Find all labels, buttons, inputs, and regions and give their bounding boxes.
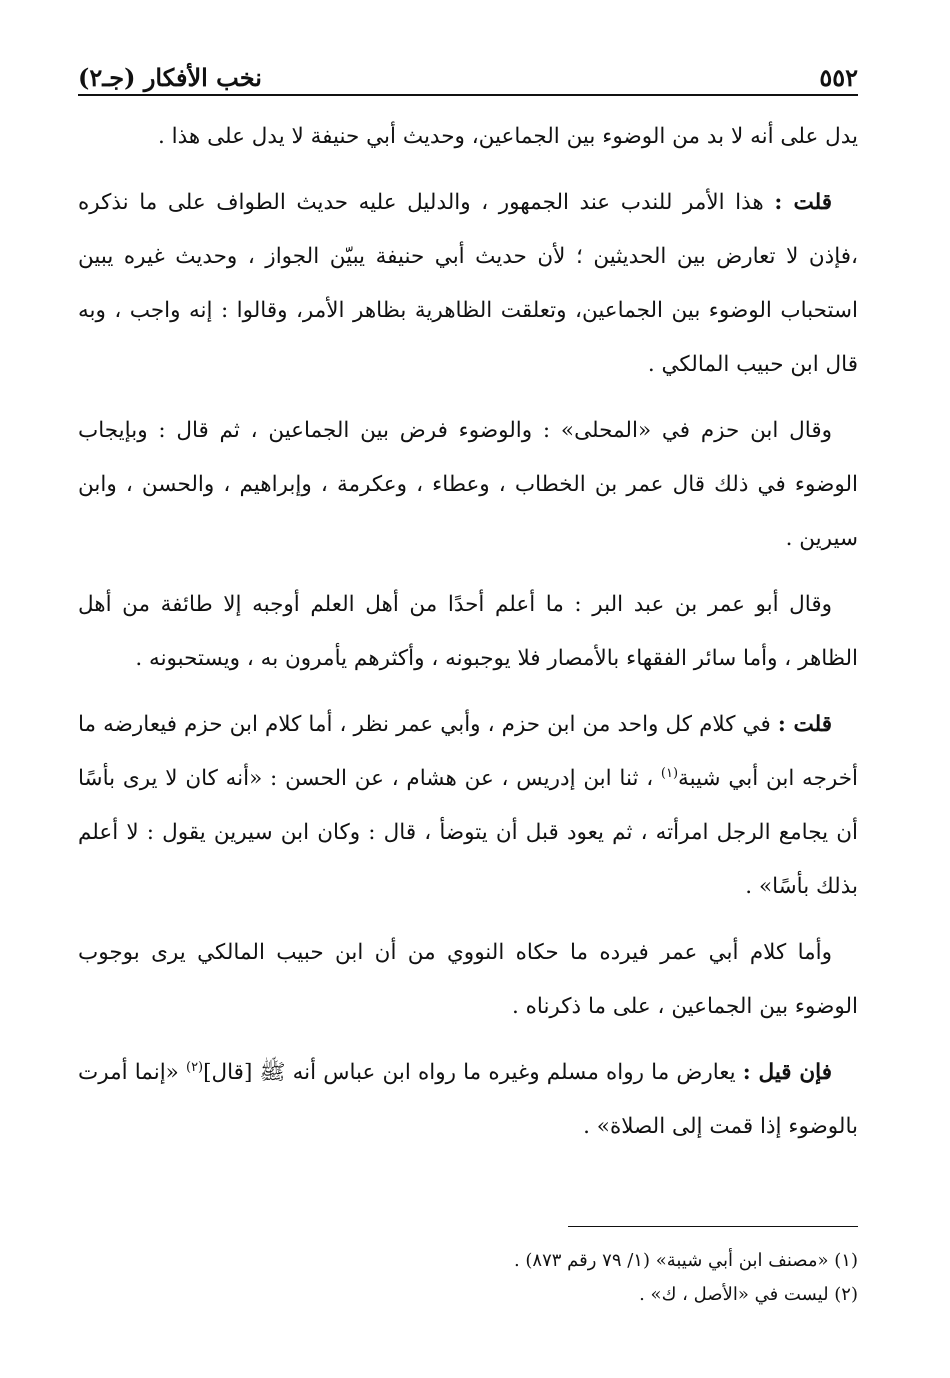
footnote-divider xyxy=(568,1226,858,1227)
book-title: نخب الأفكار (جـ٢) xyxy=(78,63,262,92)
paragraph-lead: فإن قيل : xyxy=(742,1060,832,1085)
paragraph: قلت : في كلام كل واحد من ابن حزم ، وأبي عمر نظر ، أما كلام ابن حزم فيعارضه ما أخرجه ابن أبي شيبة$^{(١)}$ ، ثنا ابن إدريس ، عن هشام ، عن الحسن : «أنه كان لا يرى بأسًا أن يجامع الرجل امرأته ، ثم يعود قبل أن يتوضأ ، قال : وكان ابن سيرين يقول : لا أعلم بذلك بأسًا» . xyxy=(78,712,858,899)
book-page xyxy=(78,48,858,1338)
paragraph: قلت : هذا الأمر للندب عند الجمهور ، والدليل عليه حديث الطواف على ما نذكره ،فإذن لا تعارض بين الحديثين ؛ لأن حديث أبي حنيفة يبيّن الجواز ، وحديث غيره يبين استحباب الوضوء بين الجماعين، وتعلقت الظاهرية بظاهر الأمر، وقالوا : إنه واجب ، وبه قال ابن حبيب المالكي . xyxy=(78,190,858,377)
paragraph: وأما كلام أبي عمر فيرده ما حكاه النووي من أن ابن حبيب المالكي يرى بوجوب الوضوء بين الجماعين ، على ما ذكرناه . xyxy=(78,940,858,1019)
paragraph: وقال أبو عمر بن عبد البر : ما أعلم أحدًا من أهل العلم أوجبه إلا طائفة من أهل الظاهر ، وأما سائر الفقهاء بالأمصار فلا يوجبونه ، وأكثرهم يأمرون به ، ويستحبونه . xyxy=(78,592,858,671)
paragraph-lead: قلت : xyxy=(777,712,832,737)
footnote-ref[interactable]: (١) xyxy=(660,765,679,781)
paragraph: يدل على أنه لا بد من الوضوء بين الجماعين، وحديث أبي حنيفة لا يدل على هذا . xyxy=(158,124,858,149)
footnotes xyxy=(78,1244,858,1312)
paragraph-lead: قلت : xyxy=(774,190,832,215)
running-header xyxy=(78,48,858,90)
header-divider xyxy=(78,94,858,96)
paragraph: فإن قيل : يعارض ما رواه مسلم وغيره ما رواه ابن عباس أنه ﷺ [قال]$^{(٢)}$ «إنما أمرت بالوضوء إذا قمت إلى الصلاة» . xyxy=(78,1059,858,1139)
footnote: (٢) ليست في «الأصل ، ك» . xyxy=(639,1284,858,1305)
paragraph: وقال ابن حزم في «المحلى» : والوضوء فرض بين الجماعين ، ثم قال : وبإيجاب الوضوء في ذلك قال عمر بن الخطاب ، وعطاء ، وعكرمة ، وإبراهيم ، والحسن ، وابن سيرين . xyxy=(78,418,858,551)
footnote-ref[interactable]: (٢) xyxy=(185,1059,204,1075)
footnote: (١) «مصنف ابن أبي شيبة» (١/ ٧٩ رقم ٨٧٣) . xyxy=(513,1250,858,1271)
main-text xyxy=(78,110,858,1154)
page-number: ٥٥٢ xyxy=(819,63,858,92)
